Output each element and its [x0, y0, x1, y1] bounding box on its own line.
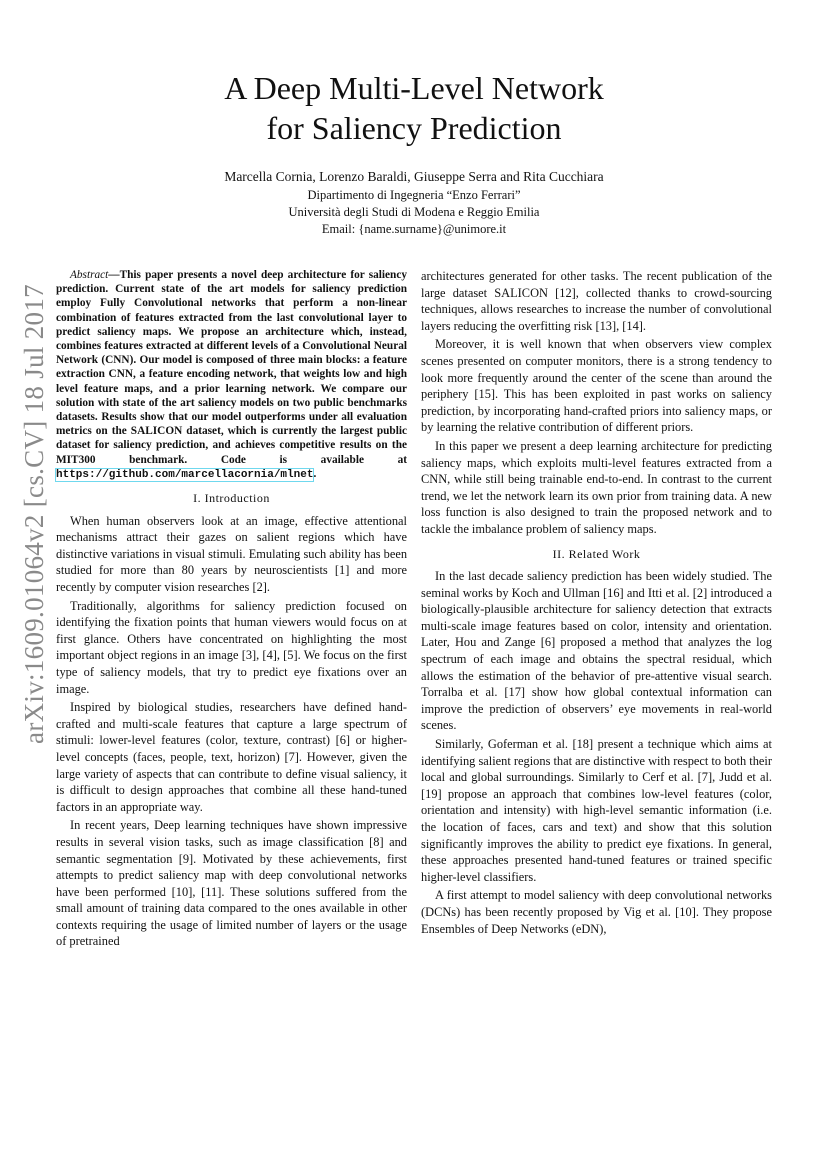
related-paragraph-2: Similarly, Goferman et al. [18] present a technique which aims at identifying salient regions that are distinctive with respect to both their local and global surroundings. Similarly to Cerf et al. [7], Judd et al. [19] propose an approach that combines low-level features (color, orientation and intensity) with high-level semantic information (i.e. the location of faces, cars and text) and show that this solution significantly improves the ability to predict eye fixations. In general, these approaches presented hand-tuned features or trained specific higher-level classifiers.: [421, 737, 772, 884]
intro-paragraph-3: Inspired by biological studies, researchers have defined hand-crafted and multi-scale features that capture a large spectrum of stimuli: lower-level features (color, texture, contrast) [6] or higher-level concepts (faces, people, text, horizon) [7]. However, given the large variety of aspects that can contribute to define visual saliency, it is difficult to design approaches that combine all these hand-tuned factors in an appropriate way.: [56, 700, 407, 814]
code-link[interactable]: https://github.com/marcellacornia/mlnet: [56, 468, 314, 481]
related-paragraph-1: In the last decade saliency prediction has been widely studied. The seminal works by Koch and Ullman [16] and Itti et al. [2] introduced a biologically-plausible architecture for saliency detection that extracts multi-scale image features based on color, intensity and orientation. Later, Hou and Zange [6] proposed a method that analyzes the log spectrum of each image and obtains the spectral residual, which allows the estimation of the behavior of pre-attentive visual search. Torralba et al. [17] show how global contextual information can improve the prediction of observers’ eye movements in real-world scenes.: [421, 569, 772, 733]
author-email: Email: {name.surname}@unimore.it: [321, 222, 507, 236]
section-heading-introduction: I. Introduction: [193, 491, 270, 506]
affiliation-university: Università degli Studi di Modena e Reggio Emilia: [288, 205, 540, 219]
intro-paragraph-4: In recent years, Deep learning techniques have shown impressive results in several vision tasks, such as image classification [8] and semantic segmentation [9]. Motivated by these achievements, first attempts to predict saliency map with deep convolutional networks have been performed [10], [11]. These solutions suffered from the small amount of training data compared to the ones available in other contexts requiring the usage of limited number of layers or the usage of pretrained: [56, 818, 407, 949]
abstract-label: Abstract: [70, 269, 109, 281]
left-column: [56, 268, 407, 952]
arxiv-stamp: arXiv:1609.01064v2 [cs.CV] 18 Jul 2017: [19, 284, 49, 744]
title-line-2: for Saliency Prediction: [266, 110, 562, 146]
intro-paragraph-1: When human observers look at an image, effective attentional mechanisms attract their gazes on salient regions which have distinctive variations in visual stimuli. Emulating such ability has been studied for more than 80 years by neuroscientists [1] and more recently by computer vision researches [2].: [56, 513, 408, 595]
section-heading-related-work: II. Related Work: [552, 546, 641, 561]
affiliation-department: Dipartimento di Ingegneria “Enzo Ferrari”: [307, 188, 521, 202]
authors: Marcella Cornia, Lorenzo Baraldi, Giuseppe Serra and Rita Cucchiara: [224, 169, 604, 184]
intro-paragraph-5: architectures generated for other tasks. The recent publication of the large dataset SALICON [12], collected thanks to crowd-sourcing techniques, allows researches to increase the number of convolutional layers reducing the overfitting risk [13], [14].: [421, 269, 772, 333]
intro-paragraph-6: Moreover, it is well known that when observers view complex scenes presented on computer monitors, there is a strong tendency to look more frequently around the center of the scene than around the periphery [15]. This has been exploited in past works on saliency prediction, by incorporating hand-crafted priors into saliency maps, or by learning the relative contribution of different priors.: [421, 337, 772, 435]
paper-title: [0, 68, 828, 148]
title-line-1: A Deep Multi-Level Network: [224, 70, 604, 106]
abstract-end: .: [313, 467, 317, 480]
abstract: [56, 268, 407, 482]
intro-paragraph-2: Traditionally, algorithms for saliency prediction focused on identifying the fixation points that human viewers would focus on at first glance. Others have concentrated on highlighting the most important object regions in an image [3], [4], [5]. We focus on the first type of saliency models, that try to predict eye fixations over an image.: [56, 598, 407, 696]
related-paragraph-3: A first attempt to model saliency with deep convolutional networks (DCNs) has been recently proposed by Vig et al. [10]. They propose Ensembles of Deep Networks (eDN),: [421, 888, 772, 936]
intro-paragraph-7: In this paper we present a deep learning architecture for predicting saliency maps, which exploits multi-level features extracted from a CNN, while still being trainable end-to-end. In contrast to the current trend, we let the network learn its own prior from training data. A new loss function is also designed to train the proposed network and to tackle the imbalance problem of saliency maps.: [421, 438, 772, 536]
abstract-text: —This paper presents a novel deep architecture for saliency prediction. Current state of the art models for saliency prediction employ Fully Convolutional networks that perform a non-linear combination of features extracted from the last convolutional layer to predict saliency maps. We propose an architecture which, instead, combines features extracted at different levels of a Convolutional Neural Network (CNN). Our model is composed of three main blocks: a feature extraction CNN, a feature encoding network, that weights low and high level feature maps, and a prior learning network. We compare our solution with state of the art saliency models on two public benchmarks datasets. Results show that our model outperforms under all evaluation metrics on the SALICON dataset, which is currently the largest public dataset for saliency prediction, and achieves competitive results on the MIT300 benchmark. Code is available at: [56, 269, 407, 466]
right-column: [421, 268, 772, 939]
